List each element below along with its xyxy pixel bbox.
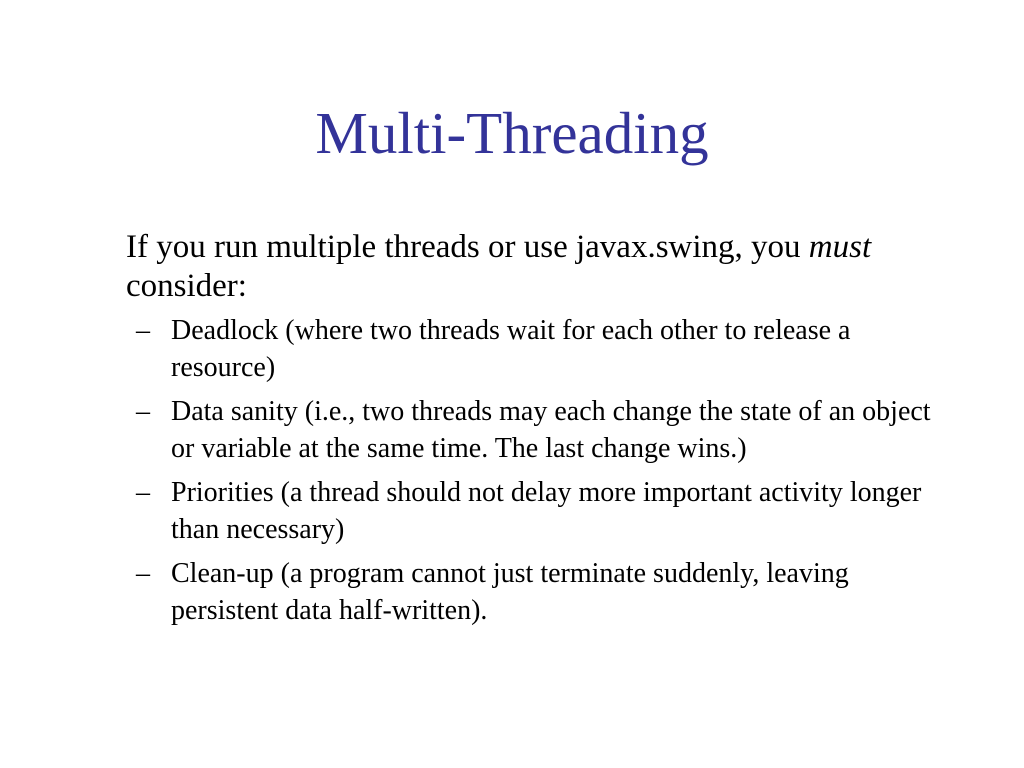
intro-emphasis: must xyxy=(808,229,872,265)
intro-paragraph xyxy=(126,228,886,306)
intro-text-before: If you run multiple threads or use javax.swing, you xyxy=(126,229,809,265)
bullet-dash: – xyxy=(136,558,150,589)
bullet-list xyxy=(126,312,946,629)
bullet-item xyxy=(126,312,946,386)
bullet-item xyxy=(126,393,946,467)
bullet-dash: – xyxy=(136,396,150,427)
intro-text-after: consider: xyxy=(126,268,247,304)
slide-body xyxy=(126,228,946,636)
bullet-dash: – xyxy=(136,477,150,508)
bullet-text: Clean-up (a program cannot just terminate suddenly, leaving persistent data half-written). xyxy=(171,558,849,626)
bullet-item xyxy=(126,555,946,629)
bullet-text: Deadlock (where two threads wait for each other to release a resource) xyxy=(171,315,851,383)
bullet-text: Priorities (a thread should not delay more important activity longer than necessary) xyxy=(171,477,922,545)
bullet-item xyxy=(126,474,946,548)
slide-title: Multi-Threading xyxy=(315,100,709,166)
bullet-text: Data sanity (i.e., two threads may each change the state of an object or variable at the same time. The last change wins.) xyxy=(171,396,931,464)
bullet-dash: – xyxy=(136,315,150,346)
